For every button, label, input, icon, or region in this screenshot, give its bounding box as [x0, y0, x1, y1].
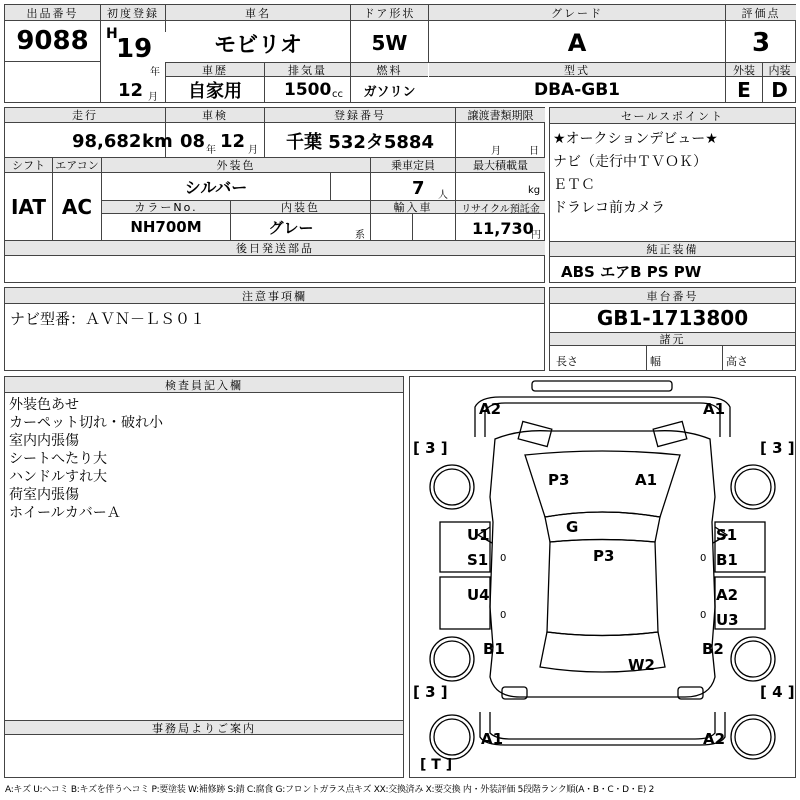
mark-tailgate: [ T ] [420, 757, 453, 773]
first-reg-year: 19 [116, 34, 153, 64]
exterior-grade: E [737, 78, 751, 102]
specs-label: 諸元 [550, 332, 795, 346]
notes-value: ナビ型番：ＡＶＮ－ＬＳ０１ [10, 310, 206, 328]
era: H [106, 26, 118, 42]
mark-bracket-left-bottom: [ 3 ] [413, 683, 448, 701]
height-label: 高さ [726, 355, 748, 368]
inspection-month: 12 [220, 131, 246, 152]
notes-label: 注意事項欄 [5, 288, 544, 304]
mark-front-right: A1 [703, 400, 726, 418]
first-reg-month: 12 [118, 80, 144, 101]
transfer-month-unit: 月 [491, 146, 501, 157]
mark-rear-glass: W2 [628, 656, 655, 674]
mileage-label: 走行 [5, 108, 165, 123]
plate-label: 登録番号 [265, 108, 455, 123]
mark-right-door-small: 0 [700, 610, 707, 621]
equipment-value: ABS エアB PS PW [561, 263, 702, 281]
inspector-note: ハンドルすれ大 [9, 469, 107, 485]
mark-right-rear-door-2: U3 [716, 611, 739, 629]
inspection-label: 車検 [166, 108, 264, 123]
displacement: 1500 [284, 80, 332, 100]
width-label: 幅 [650, 355, 661, 368]
mark-left-door-small: 0 [500, 610, 507, 621]
damage-diagram [409, 376, 796, 778]
max-load-label: 最大積載量 [456, 158, 545, 173]
office-label: 事務局よりご案内 [5, 720, 403, 735]
fuel: ガソリン [363, 84, 416, 100]
score: 3 [751, 28, 771, 58]
ext-color-label: 外装色 [102, 158, 370, 173]
int-color-label: 内装色 [231, 201, 370, 214]
year-unit: 年 [150, 67, 160, 78]
model-code: DBA-GB1 [533, 80, 621, 100]
inspection-year-unit: 年 [206, 145, 216, 156]
ac-label: エアコン [53, 158, 101, 173]
mileage: 98,682 [72, 131, 142, 152]
ac: AC [61, 194, 93, 219]
capacity-label: 乗車定員 [371, 158, 455, 173]
inspector-note: カーペット切れ・破れ小 [9, 415, 163, 431]
mark-left-door-small: 0 [500, 553, 507, 564]
car-name: モビリオ [214, 32, 302, 58]
mark-right-door-small: 0 [700, 553, 707, 564]
inspector-note: ホイールカバーＡ [9, 505, 121, 521]
sales-points-label: セールスポイント [550, 108, 795, 124]
mark-bracket-left-top: [ 3 ] [413, 439, 448, 457]
mark-left-front-door: U1 [467, 526, 490, 544]
mark-right-rear-door-1: A2 [716, 586, 739, 604]
inspector-note: シートへたり大 [9, 451, 107, 467]
sales-point: ドラレコ前カメラ [553, 200, 665, 216]
transfer-label: 譲渡書類期限 [456, 108, 545, 123]
history-label: 車歴 [166, 63, 264, 77]
inspection-year: 08 [180, 131, 206, 152]
inspector-label: 検査員記入欄 [5, 377, 403, 393]
mark-right-front-door-2: B1 [716, 551, 738, 569]
model-label: 型式 [429, 63, 725, 77]
month-unit: 月 [148, 92, 158, 103]
color-no-label: カラーNo. [102, 201, 230, 214]
mark-hood-left: P3 [548, 471, 570, 489]
mark-right-front-door: S1 [716, 526, 738, 544]
transfer-day-unit: 日 [529, 146, 539, 157]
mark-rear-right: A2 [703, 730, 726, 748]
mileage-unit: km [142, 131, 173, 152]
mark-right-quarter: B2 [702, 640, 724, 658]
mark-bracket-right-bottom: [ 4 ] [760, 683, 795, 701]
sales-point: ＥＴＣ [553, 177, 595, 193]
import-label: 輸入車 [371, 201, 455, 214]
mark-left-quarter: B1 [483, 640, 505, 658]
sales-point: ナビ（走行中ＴＶＯＫ） [553, 154, 707, 170]
lot-label: 出品番号 [5, 5, 100, 21]
displacement-label: 排気量 [265, 63, 350, 77]
lot-number: 9088 [16, 26, 89, 56]
int-color: グレー [268, 218, 314, 237]
mark-roof: P3 [593, 547, 615, 565]
plate-number: 千葉 532タ5884 [286, 131, 434, 153]
car-name-label: 車名 [166, 5, 350, 21]
interior-grade: D [771, 78, 788, 102]
shift-label: シフト [5, 158, 52, 173]
mark-bracket-right-top: [ 3 ] [760, 439, 795, 457]
chassis-label: 車台番号 [550, 288, 795, 304]
ext-color: シルバー [184, 178, 248, 197]
color-no: NH700M [130, 218, 202, 236]
fuel-label: 燃料 [351, 63, 428, 77]
inspection-month-unit: 月 [248, 145, 258, 156]
mark-front-left: A2 [479, 400, 502, 418]
door-label: ドア形状 [351, 5, 428, 21]
car-outline [410, 377, 795, 777]
inspector-note: 室内内張傷 [9, 433, 79, 449]
shift: IAT [10, 194, 46, 219]
first-reg-label: 初度登録 [101, 5, 165, 21]
int-color-unit: 系 [355, 230, 365, 241]
mark-rear-left: A1 [481, 730, 504, 748]
inspector-note: 外装色あせ [9, 397, 79, 413]
door-type: 5W [371, 31, 408, 55]
chassis-number: GB1-1713800 [596, 306, 749, 330]
mark-hood-right: A1 [635, 471, 658, 489]
sales-points-list [553, 128, 718, 220]
max-load-unit: kg [528, 185, 541, 196]
equipment-label: 純正装備 [550, 241, 795, 257]
mark-windshield: G [566, 518, 579, 536]
exterior-label: 外装 [726, 63, 762, 77]
legend: A:キズ U:ヘコミ B:キズを伴うヘコミ P:要塗装 W:補修跡 S:錆 C:腐食 G:フロントガラス点キズ XX:交換済み X:要交換 内・外装評価 5段階ランク順(A・B・C・D・E) 2 [5, 785, 655, 795]
inspector-list [9, 396, 163, 522]
mark-left-front-door-2: S1 [467, 551, 489, 569]
grade: A [567, 29, 587, 57]
recycle-unit: 円 [531, 230, 541, 241]
history: 自家用 [188, 81, 242, 102]
inspector-note: 荷室内張傷 [9, 487, 79, 503]
recycle-label: リサイクル預託金 [456, 201, 545, 214]
score-label: 評価点 [726, 5, 796, 21]
sales-point: ★オークションデビュー★ [553, 131, 718, 147]
capacity-unit: 人 [438, 190, 448, 201]
mark-left-rear-door: U4 [467, 586, 490, 604]
displacement-unit: cc [332, 89, 343, 100]
grade-label: グレード [429, 5, 725, 21]
capacity: 7 [412, 178, 425, 199]
interior-label: 内装 [763, 63, 796, 77]
later-parts-label: 後日発送部品 [5, 241, 545, 256]
recycle-fee: 11,730 [472, 219, 534, 238]
length-label: 長さ [556, 355, 578, 368]
